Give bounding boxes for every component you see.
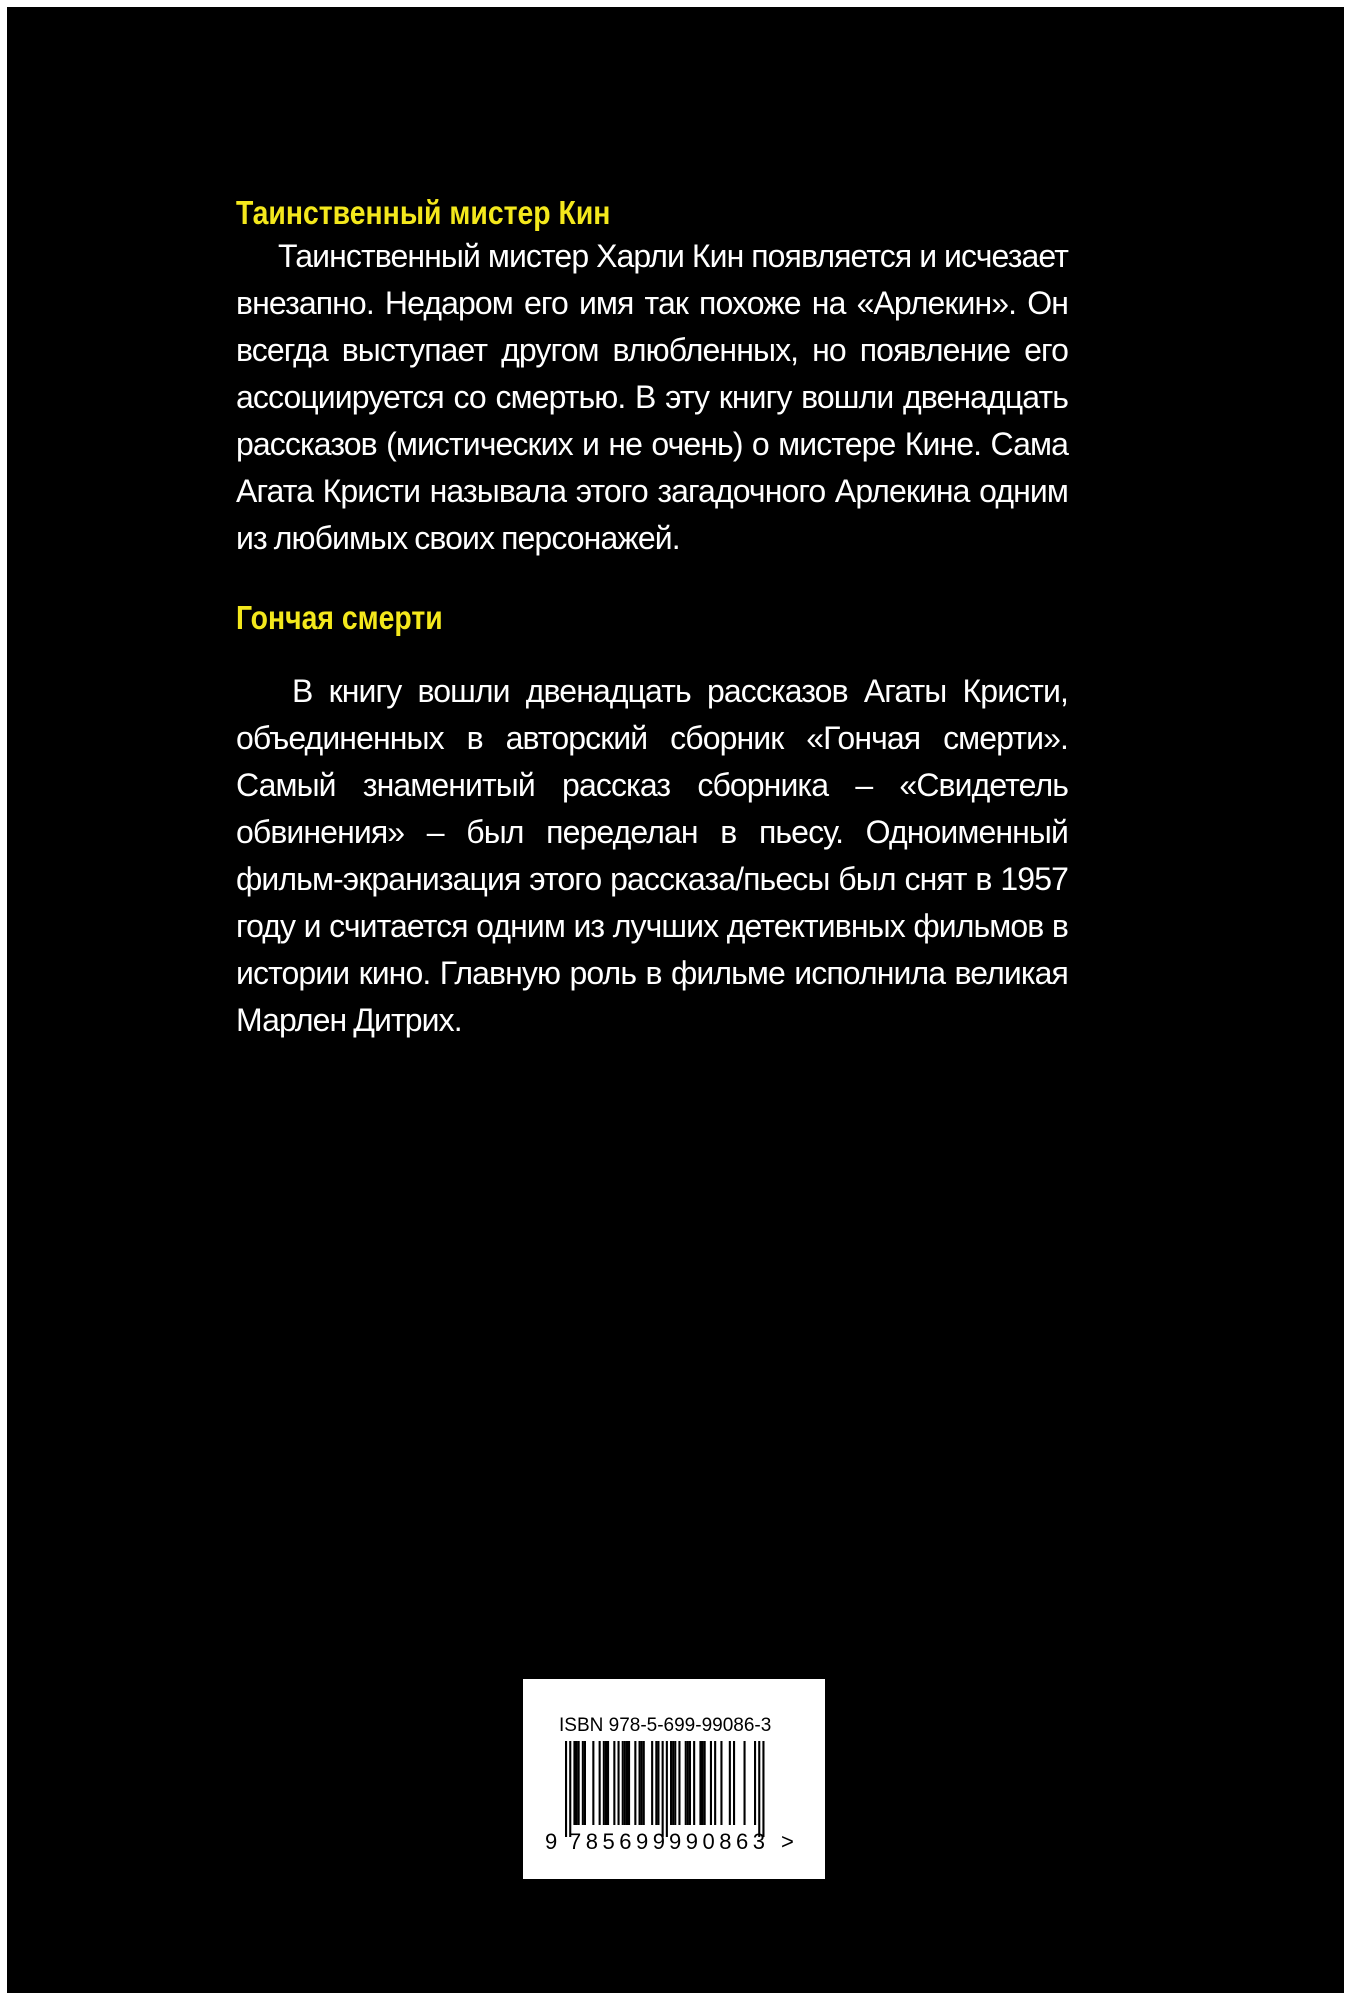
- barcode-bar: [657, 1741, 659, 1825]
- barcode-bar: [720, 1741, 722, 1825]
- barcode-bar: [744, 1741, 746, 1825]
- book-back-cover: [7, 7, 1344, 1993]
- barcode-bar: [651, 1741, 653, 1825]
- barcode-left-digits: 785699: [569, 1829, 665, 1854]
- barcode-bar: [607, 1741, 609, 1825]
- barcode-bar: [613, 1741, 615, 1825]
- barcode-bar: [693, 1741, 695, 1825]
- isbn-label: ISBN 978-5-699-99086-3: [559, 1715, 772, 1736]
- barcode-bar: [618, 1741, 620, 1825]
- barcode-bar: [622, 1741, 624, 1825]
- section-title-mister-quin: Таинственный мистер Кин: [236, 194, 611, 231]
- barcode-bars: [565, 1741, 765, 1837]
- barcode-bar: [576, 1741, 578, 1825]
- barcode-bar: [626, 1741, 628, 1825]
- barcode-bar: [582, 1741, 584, 1825]
- section-title-hound-of-death: Гончая смерти: [236, 599, 443, 636]
- barcode-bar: [758, 1741, 760, 1837]
- barcode-bar: [565, 1741, 567, 1837]
- annotation-block: [236, 193, 1068, 1044]
- barcode-bar: [733, 1741, 735, 1825]
- barcode-bar: [655, 1741, 657, 1825]
- barcode-bar: [729, 1741, 731, 1825]
- barcode-bar: [641, 1741, 643, 1825]
- barcode-bar: [714, 1741, 716, 1825]
- barcode-bar: [628, 1741, 630, 1825]
- barcode-bar: [639, 1741, 641, 1825]
- barcode-bar: [674, 1741, 676, 1825]
- barcode-bar: [689, 1741, 691, 1825]
- barcode-bar: [710, 1741, 712, 1825]
- barcode-lead-digit: 9: [545, 1829, 558, 1854]
- barcode-bar: [569, 1741, 571, 1837]
- barcode-bar: [678, 1741, 680, 1825]
- section-text-mister-quin: Таинственный мистер Харли Кин появляется и исчезает внезапно. Недаром его имя так похоже на «Арлекин». Он всегда выступает другом влюбленных, но появление его ассоциируется со смертью. В эту книгу вошли двенадцать рассказов (мистических и не очень) о мистере Кине. Сама Агата Кристи называла этого загадочного Арлекина одним из любимых своих персонажей.: [236, 238, 1068, 556]
- barcode-bar: [762, 1741, 764, 1837]
- barcode-bar: [702, 1741, 704, 1825]
- barcode-graphic: [543, 1741, 805, 1859]
- barcode-bar: [605, 1741, 607, 1825]
- barcode-bar: [666, 1741, 668, 1837]
- isbn-barcode: [523, 1679, 825, 1879]
- barcode-bar: [592, 1741, 594, 1825]
- barcode-bar: [662, 1741, 664, 1837]
- barcode-end-mark: >: [781, 1829, 794, 1854]
- barcode-bar: [670, 1741, 672, 1825]
- section-text-hound-of-death: В книгу вошли двенадцать рассказов Агаты Кристи, объединенных в авторский сборник «Гончая смерти». Самый знаменитый рассказ сборника – «Свидетель обвинения» – был переделан в пьесу. Одноименный фильм-экранизация этого рассказа/пьесы был снят в 1957 году и считается одним из лучших детективных фильмов в истории кино. Главную роль в фильме исполнила великая Марлен Дитрих.: [236, 673, 1068, 1038]
- barcode-bar: [624, 1741, 626, 1825]
- barcode-bar: [603, 1741, 605, 1825]
- barcode-bar: [578, 1741, 580, 1825]
- barcode-bar: [754, 1741, 756, 1825]
- barcode-right-digits: 990863: [669, 1829, 765, 1854]
- barcode-bar: [687, 1741, 689, 1825]
- barcode-bar: [599, 1741, 601, 1825]
- barcode-bar: [685, 1741, 687, 1825]
- barcode-bar: [643, 1741, 645, 1825]
- barcode-bar: [634, 1741, 636, 1825]
- barcode-bar: [672, 1741, 674, 1825]
- barcode-bar: [573, 1741, 575, 1825]
- barcode-bar: [699, 1741, 701, 1825]
- barcode-bar: [584, 1741, 586, 1825]
- barcode-bar: [704, 1741, 706, 1825]
